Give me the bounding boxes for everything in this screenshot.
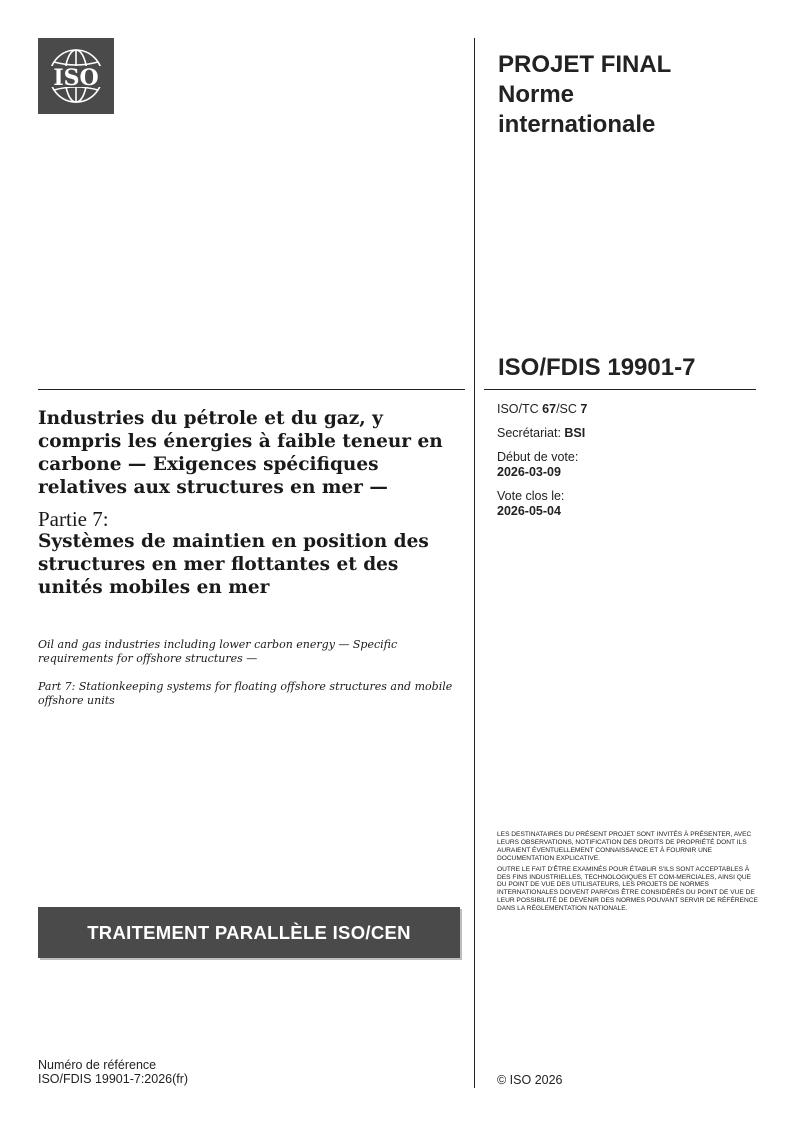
notice-paragraph: LES DESTINATAIRES DU PRÉSENT PROJET SONT INVITÉS À PRÉSENTER, AVEC LEURS OBSERVATIONS, NOTIFICATION DES DROITS DE PROPRIÉTÉ DONT ILS AURAIENT ÉVENTUELLEMENT CONNAISSANCE ET À FOURNIR UNE DOCUMENTATION EXPLICATIVE.	[497, 831, 752, 862]
committee-mid: /SC	[556, 402, 581, 416]
iso-globe-icon	[38, 38, 114, 114]
committee-prefix: ISO/TC	[497, 402, 543, 416]
document-stage-title	[498, 50, 758, 140]
parallel-processing-banner: TRAITEMENT PARALLÈLE ISO/CEN	[38, 907, 460, 958]
committee-tc: 67	[542, 402, 557, 416]
document-number: ISO/FDIS 19901-7	[498, 354, 696, 381]
secretariat-value: BSI	[564, 426, 586, 440]
copyright: © ISO 2026	[497, 1073, 563, 1087]
main-title-fr: Industries du pétrole et du gaz, y compris les énergies à faible teneur en carbone — Exigences spécifiques relatives aux structures en mer —	[38, 408, 443, 498]
vote-end	[497, 489, 747, 519]
reference-number	[38, 1058, 188, 1086]
vote-start-date: 2026-03-09	[497, 465, 561, 479]
stage-title-line: internationale	[498, 111, 656, 138]
vote-end-date: 2026-05-04	[497, 504, 561, 518]
vote-start	[497, 450, 747, 480]
reference-value: ISO/FDIS 19901-7:2026(fr)	[38, 1072, 189, 1086]
vertical-divider	[474, 38, 475, 1088]
part-title-en: Part 7: Stationkeeping systems for floating offshore structures and mobile offshore units	[38, 680, 453, 707]
part-title-fr: Systèmes de maintien en position des structures en mer flottantes et des unités mobiles en mer	[38, 531, 429, 598]
left-rule	[38, 389, 465, 390]
stage-title-line: PROJET FINAL	[498, 51, 672, 78]
main-title-en: Oil and gas industries including lower carbon energy — Specific requirements for offshore structures —	[38, 638, 398, 665]
reference-label: Numéro de référence	[38, 1058, 157, 1072]
part-label-fr: Partie 7:	[38, 507, 109, 531]
vote-end-label: Vote clos le:	[497, 489, 565, 503]
vote-start-label: Début de vote:	[497, 450, 579, 464]
document-meta	[497, 402, 747, 528]
iso-logo	[38, 38, 114, 114]
secretariat	[497, 426, 747, 441]
notice-paragraph: OUTRE LE FAIT D'ÊTRE EXAMINÉS POUR ÉTABLIR S'ILS SONT ACCEPTABLES À DES FINS INDUSTRIELLES, TECHNOLOGIQUES ET COM-MERCIALES, AINSI QUE DU POINT DE VUE DES UTILISATEURS, LES PROJETS DE NORMES INTERNATIONALES DOIVENT PARFOIS ÊTRE CONSIDÉRÉS DU POINT DE VUE DE LEUR POSSIBILITÉ DE DEVENIR DES NORMES POUVANT SERVIR DE RÉFÉRENCE DANS LA RÉGLEMENTATION NATIONALE.	[497, 865, 758, 913]
logo-text: ISO	[53, 65, 99, 91]
committee	[497, 402, 747, 417]
right-rule	[484, 389, 756, 390]
committee-sc: 7	[580, 402, 588, 416]
secretariat-label: Secrétariat:	[497, 426, 565, 440]
recipient-notice	[497, 831, 759, 916]
stage-title-line: Norme	[498, 81, 575, 108]
